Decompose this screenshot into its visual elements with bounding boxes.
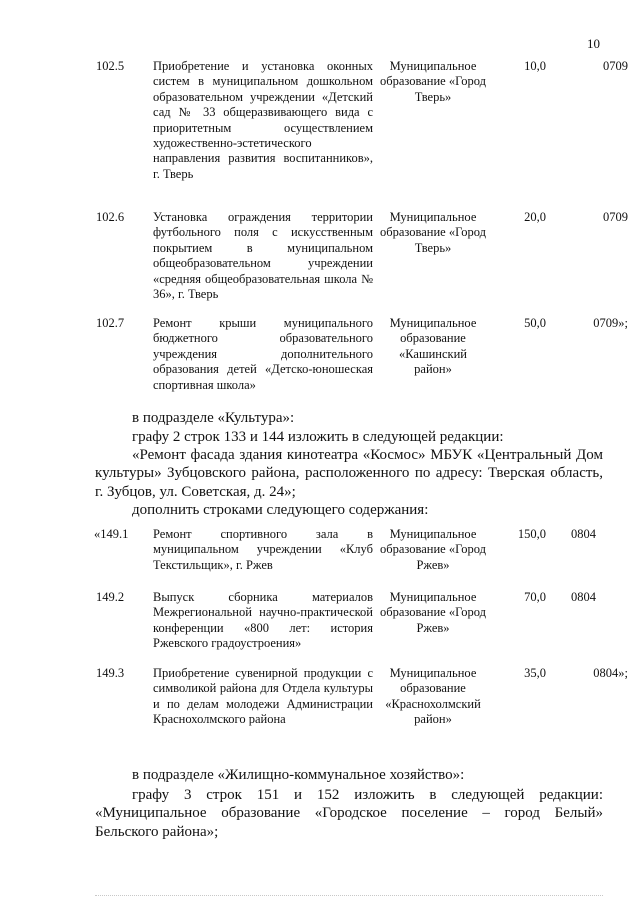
row-number: «149.1 xyxy=(94,527,129,541)
row-number: 102.7 xyxy=(96,316,125,330)
page-number: 10 xyxy=(587,36,600,51)
row-amount: 20,0 xyxy=(524,210,546,224)
row-code: 0804 xyxy=(571,590,596,604)
row-number: 149.3 xyxy=(96,666,125,680)
row-description: Установка ограждения территории футбольного поля с искусственным покрытием в муниципальном общеобразовательном учреждении «средняя общеобразовательная школа № 36», г. Тверь xyxy=(153,210,373,302)
row-amount: 35,0 xyxy=(524,666,546,680)
row-owner: Муниципальное образование «Город Ржев» xyxy=(380,590,486,635)
housing-subsection-heading: в подразделе «Жилищно-коммунальное хозяйство»: xyxy=(132,767,465,783)
row-owner: Муниципальное образование «Город Ржев» xyxy=(380,527,486,572)
row-amount: 50,0 xyxy=(524,316,546,330)
row-code: 0709 xyxy=(603,210,628,224)
row-code: 0804 xyxy=(571,527,596,541)
row-description: Ремонт спортивного зала в муниципальном учреждении «Клуб Текстильщик», г. Ржев xyxy=(153,527,373,572)
row-amount: 150,0 xyxy=(517,527,546,541)
culture-instruction: графу 2 строк 133 и 144 изложить в следующей редакции: xyxy=(132,429,504,445)
row-code: 0804»; xyxy=(593,666,628,680)
culture-subsection-heading: в подразделе «Культура»: xyxy=(132,410,295,426)
row-description: Приобретение сувенирной продукции с символикой района для Отдела культуры и по делам молодежи Администрации Краснохолмского района xyxy=(153,666,373,727)
bottom-rule xyxy=(95,895,603,896)
row-code: 0709 xyxy=(603,59,628,73)
culture-new-text: «Ремонт фасада здания кинотеатра «Космос» МБУК «Центральный Дом культуры» Зубцовского района, расположенного по адресу: Тверская область, г. Зубцов, ул. Советская, д. 24»; xyxy=(95,447,603,500)
row-number: 102.5 xyxy=(96,59,125,73)
row-owner: Муниципальное образование «Краснохолмский район» xyxy=(385,666,481,727)
row-description: Выпуск сборника материалов Межрегиональной научно-практической конференции «800 лет: история Ржевского градоустроения» xyxy=(153,590,373,651)
row-description: Приобретение и установка оконных систем в муниципальном дошкольном образовательном учреждении «Детский сад № 33 общеразвивающего вида с приоритетным осуществлением художественно-эстетического направления развития воспитанников», г. Тверь xyxy=(153,59,373,181)
row-number: 149.2 xyxy=(96,590,125,604)
row-amount: 10,0 xyxy=(524,59,546,73)
row-owner: Муниципальное образование «Кашинский район» xyxy=(389,316,477,377)
row-number: 102.6 xyxy=(96,210,125,224)
housing-instruction: графу 3 строк 151 и 152 изложить в следующей редакции: «Муниципальное образование «Городское поселение – город Белый» Бельского района»; xyxy=(95,787,603,840)
row-owner: Муниципальное образование «Город Тверь» xyxy=(380,59,486,104)
row-amount: 70,0 xyxy=(524,590,546,604)
row-owner: Муниципальное образование «Город Тверь» xyxy=(380,210,486,255)
row-code: 0709»; xyxy=(593,316,628,330)
culture-add-rows: дополнить строками следующего содержания: xyxy=(132,502,429,518)
row-description: Ремонт крыши муниципального бюджетного образовательного учреждения дополнительного образования детей «Детско-юношеская спортивная школа» xyxy=(153,316,373,392)
